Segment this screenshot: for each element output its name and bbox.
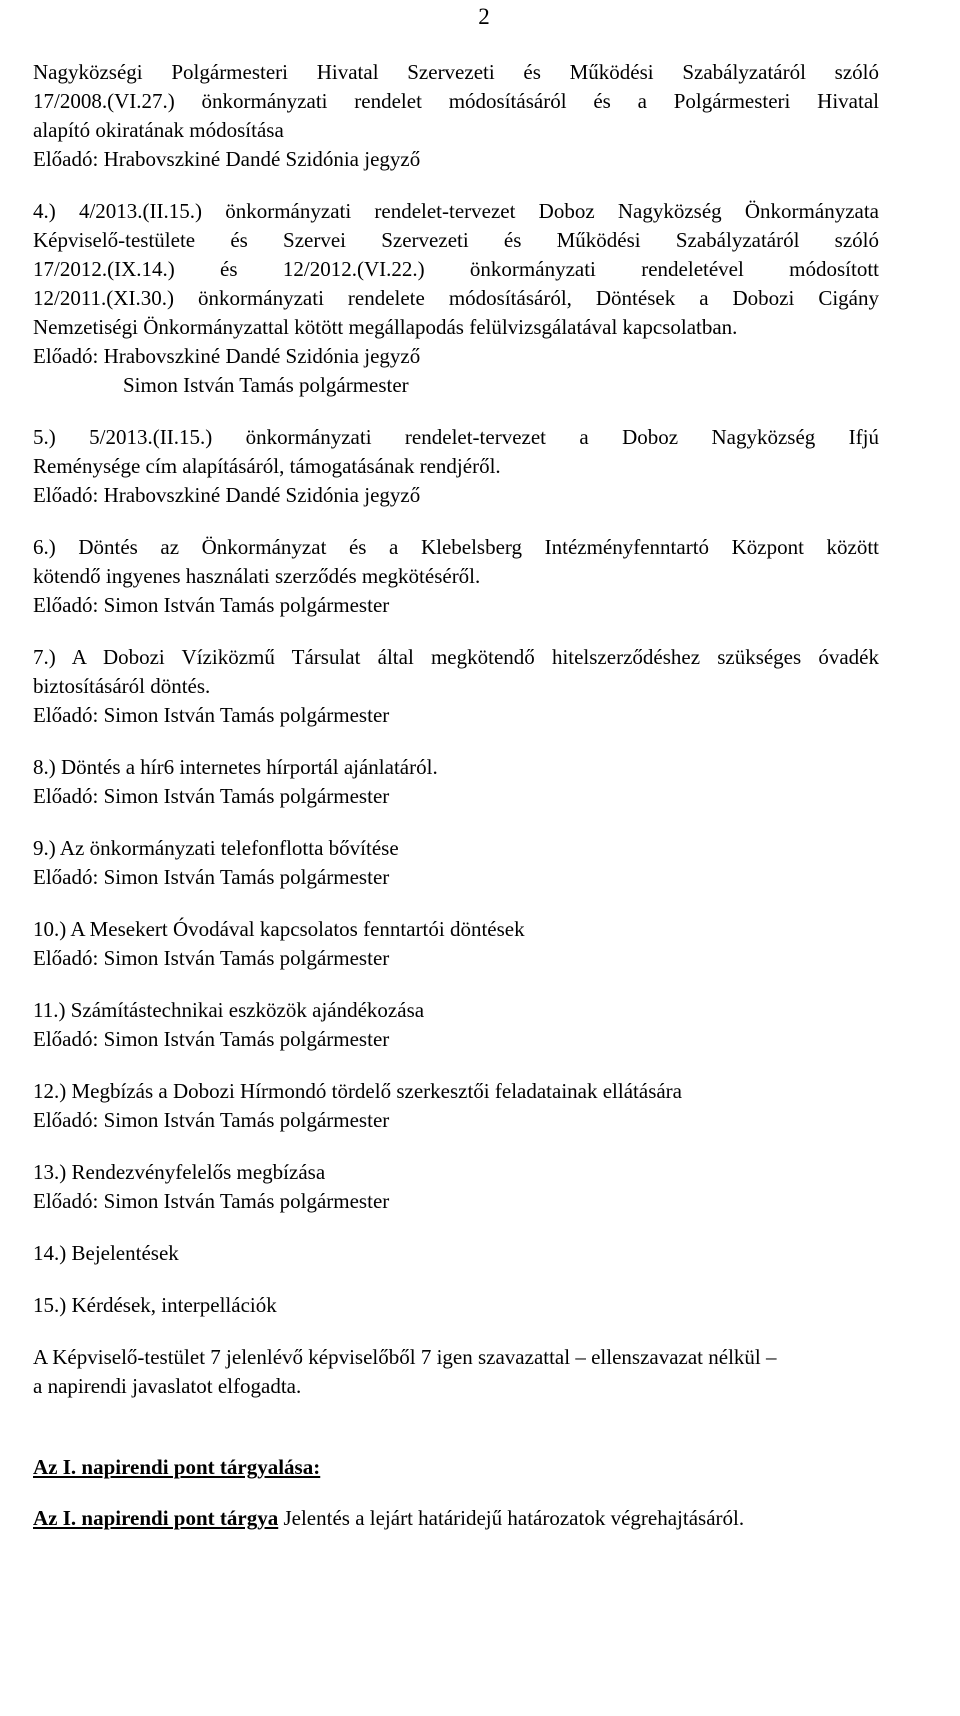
agenda-item-text: alapító okiratának módosítása <box>33 118 284 142</box>
presenter-label: Előadó: <box>33 703 99 727</box>
spacer <box>33 1482 879 1504</box>
agenda-item-text: 6.) Döntés az Önkormányzat és a Klebelsberg Intézményfenntartó Központ között <box>33 535 879 559</box>
spacer <box>33 1135 879 1158</box>
agenda-item <box>33 996 879 1054</box>
agenda-item-text: 14.) Bejelentések <box>33 1241 179 1265</box>
agenda-item-text: 4.) 4/2013.(II.15.) önkormányzati rendelet-tervezet Doboz Nagyközség Önkormányzata <box>33 199 879 223</box>
subject-label: Az I. napirendi pont tárgya <box>33 1506 279 1530</box>
agenda-item-text: 15.) Kérdések, interpellációk <box>33 1293 277 1317</box>
agenda-item <box>33 197 879 400</box>
presenter-name: Hrabovszkiné Dandé Szidónia jegyző <box>103 147 421 171</box>
presenter-label: Előadó: <box>33 865 99 889</box>
spacer <box>33 1320 879 1343</box>
presenter-label: Előadó: <box>33 1108 99 1132</box>
presenter-label: Előadó: <box>33 784 99 808</box>
presenter-label: Előadó: <box>33 344 99 368</box>
agenda-item-text: kötendő ingyenes használati szerződés megkötéséről. <box>33 564 481 588</box>
agenda-item <box>33 834 879 892</box>
spacer <box>33 510 879 533</box>
agenda-item-text: 8.) Döntés a hír6 internetes hírportál ajánlatáról. <box>33 755 438 779</box>
presenter-label: Előadó: <box>33 946 99 970</box>
presenter-line <box>33 481 879 510</box>
spacer <box>33 1268 879 1291</box>
presenter-name: Simon István Tamás polgármester <box>103 865 390 889</box>
spacer <box>33 1401 879 1453</box>
presenter-name: Hrabovszkiné Dandé Szidónia jegyző <box>103 483 421 507</box>
page-number: 2 <box>478 4 490 29</box>
agenda-item <box>33 1077 879 1135</box>
agenda-item <box>33 753 879 811</box>
vote-line: a napirendi javaslatot elfogadta. <box>33 1374 302 1398</box>
spacer <box>33 811 879 834</box>
spacer <box>33 973 879 996</box>
agenda-item-text: biztosításáról döntés. <box>33 674 211 698</box>
agenda-item-text: 17/2008.(VI.27.) önkormányzati rendelet módosításáról és a Polgármesteri Hivatal <box>33 89 879 113</box>
presenter-name: Simon István Tamás polgármester <box>103 703 390 727</box>
presenter-line <box>33 944 879 973</box>
agenda-item-text: Nemzetiségi Önkormányzattal kötött megállapodás felülvizsgálatával kapcsolatban. <box>33 315 738 339</box>
agenda-item <box>33 533 879 620</box>
presenter-line <box>33 1106 879 1135</box>
agenda-item-text: 10.) A Mesekert Óvodával kapcsolatos fenntartói döntések <box>33 917 525 941</box>
presenter-name: Simon István Tamás polgármester <box>103 784 390 808</box>
presenter-line <box>33 863 879 892</box>
agenda-item-text: 13.) Rendezvényfelelős megbízása <box>33 1160 326 1184</box>
presenter-label: Előadó: <box>33 147 99 171</box>
presenter-name: Hrabovszkiné Dandé Szidónia jegyző <box>103 344 421 368</box>
presenter-label: Előadó: <box>33 1189 99 1213</box>
spacer <box>33 730 879 753</box>
presenter-label: Előadó: <box>33 483 99 507</box>
agenda-item-text: 9.) Az önkormányzati telefonflotta bővítése <box>33 836 399 860</box>
agenda-item <box>33 1158 879 1216</box>
subject-text: Jelentés a lejárt határidejű határozatok végrehajtásáról. <box>278 1506 745 1530</box>
agenda-item <box>33 643 879 730</box>
presenter-name: Simon István Tamás polgármester <box>103 1027 390 1051</box>
section-heading: Az I. napirendi pont tárgyalása: <box>33 1455 321 1479</box>
presenter-name: Simon István Tamás polgármester <box>103 1189 390 1213</box>
agenda-item-text: 11.) Számítástechnikai eszközök ajándékozása <box>33 998 425 1022</box>
presenter-label: Előadó: <box>33 1027 99 1051</box>
presenter-line <box>33 591 879 620</box>
presenter-name: Simon István Tamás polgármester <box>103 946 390 970</box>
spacer <box>33 400 879 423</box>
agenda-item-text: 7.) A Dobozi Víziközmű Társulat által megkötendő hitelszerződéshez szükséges óvadék <box>33 645 879 669</box>
agenda-item <box>33 915 879 973</box>
spacer <box>33 1054 879 1077</box>
presenter-line <box>33 1025 879 1054</box>
agenda-content <box>33 58 879 1533</box>
agenda-item <box>33 1291 879 1320</box>
presenter-name: Simon István Tamás polgármester <box>103 593 390 617</box>
presenter-line <box>33 342 879 371</box>
agenda-item <box>33 1239 879 1268</box>
agenda-item-text: Képviselő-testülete és Szervei Szervezeti és Működési Szabályzatáról szóló <box>33 228 879 252</box>
vote-line: A Képviselő-testület 7 jelenlévő képviselőből 7 igen szavazattal – ellenszavazat nélkül – <box>33 1345 777 1369</box>
agenda-item-text: 17/2012.(IX.14.) és 12/2012.(VI.22.) önkormányzati rendeletével módosított <box>33 257 879 281</box>
spacer <box>33 174 879 197</box>
presenter-name: Simon István Tamás polgármester <box>103 1108 390 1132</box>
presenter-line <box>33 145 879 174</box>
spacer <box>33 1216 879 1239</box>
agenda-item-text: Reménysége cím alapításáról, támogatásának rendjéről. <box>33 454 501 478</box>
presenter-label: Előadó: <box>33 593 99 617</box>
agenda-list <box>33 58 879 1320</box>
vote-result <box>33 1343 879 1401</box>
spacer <box>33 620 879 643</box>
agenda-item-text: Nagyközségi Polgármesteri Hivatal Szervezeti és Működési Szabályzatáról szóló <box>33 60 879 84</box>
agenda-item <box>33 58 879 174</box>
presenter-name: Simon István Tamás polgármester <box>123 373 409 397</box>
presenter-line <box>33 1187 879 1216</box>
agenda-item-text: 5.) 5/2013.(II.15.) önkormányzati rendelet-tervezet a Doboz Nagyközség Ifjú <box>33 425 879 449</box>
presenter-line <box>33 701 879 730</box>
agenda-item <box>33 423 879 510</box>
spacer <box>33 892 879 915</box>
agenda-subject <box>33 1504 879 1533</box>
presenter-line <box>33 782 879 811</box>
agenda-item-text: 12.) Megbízás a Dobozi Hírmondó tördelő szerkesztői feladatainak ellátására <box>33 1079 683 1103</box>
agenda-item-text: 12/2011.(XI.30.) önkormányzati rendelete módosításáról, Döntések a Dobozi Cigány <box>33 286 879 310</box>
